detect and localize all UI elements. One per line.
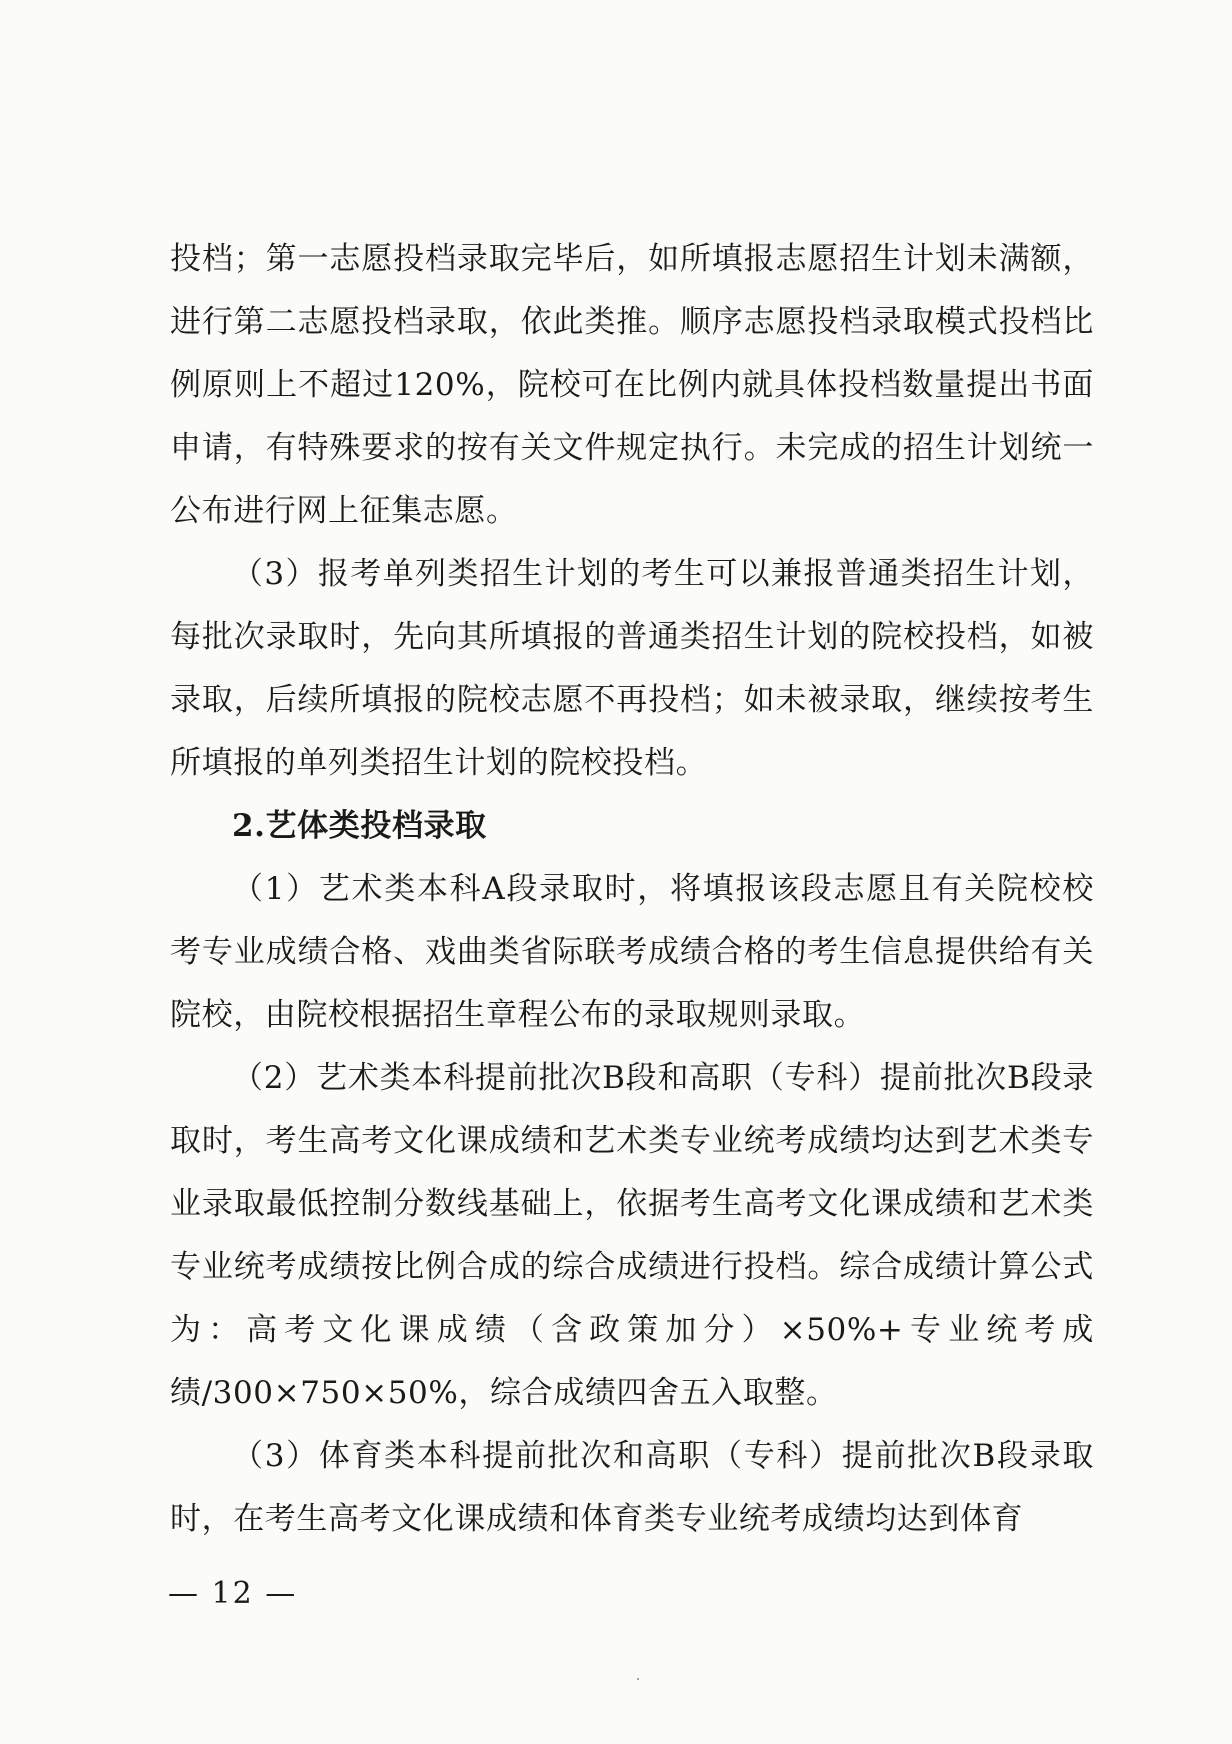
paragraph-item-2: （2）艺术类本科提前批次B段和高职（专科）提前批次B段录取时，考生高考文化课成绩和艺术类专业统考成绩均达到艺术类专业录取最低控制分数线基础上，依据考生高考文化课成绩和艺术类专业统考成绩按比例合成的综合成绩进行投档。综合成绩计算公式为：高考文化课成绩（含政策加分）×50%+专业统考成绩/300×750×50%，综合成绩四舍五入取整。 <box>170 1060 1094 1411</box>
paragraph-item-1: （1）艺术类本科A段录取时，将填报该段志愿且有关院校校考专业成绩合格、戏曲类省际联考成绩合格的考生信息提供给有关院校，由院校根据招生章程公布的录取规则录取。 <box>170 871 1094 1033</box>
paragraph-item-3: （3）报考单列类招生计划的考生可以兼报普通类招生计划，每批次录取时，先向其所填报的普通类招生计划的院校投档，如被录取，后续所填报的院校志愿不再投档；如未被录取，继续按考生所填报的单列类招生计划的院校投档。 <box>170 556 1094 781</box>
body-text <box>170 228 1094 1551</box>
paragraph-continued: 投档；第一志愿投档录取完毕后，如所填报志愿招生计划未满额，进行第二志愿投档录取，依此类推。顺序志愿投档录取模式投档比例原则上不超过120%，院校可在比例内就具体投档数量提出书面申请，有特殊要求的按有关文件规定执行。未完成的招生计划统一公布进行网上征集志愿。 <box>170 241 1094 529</box>
scan-speck <box>637 1678 639 1680</box>
page-number: — 12 — <box>168 1576 298 1611</box>
section-heading: 2.艺体类投档录取 <box>232 808 487 844</box>
paragraph-item-3b: （3）体育类本科提前批次和高职（专科）提前批次B段录取时，在考生高考文化课成绩和体育类专业统考成绩均达到体育 <box>170 1438 1094 1537</box>
